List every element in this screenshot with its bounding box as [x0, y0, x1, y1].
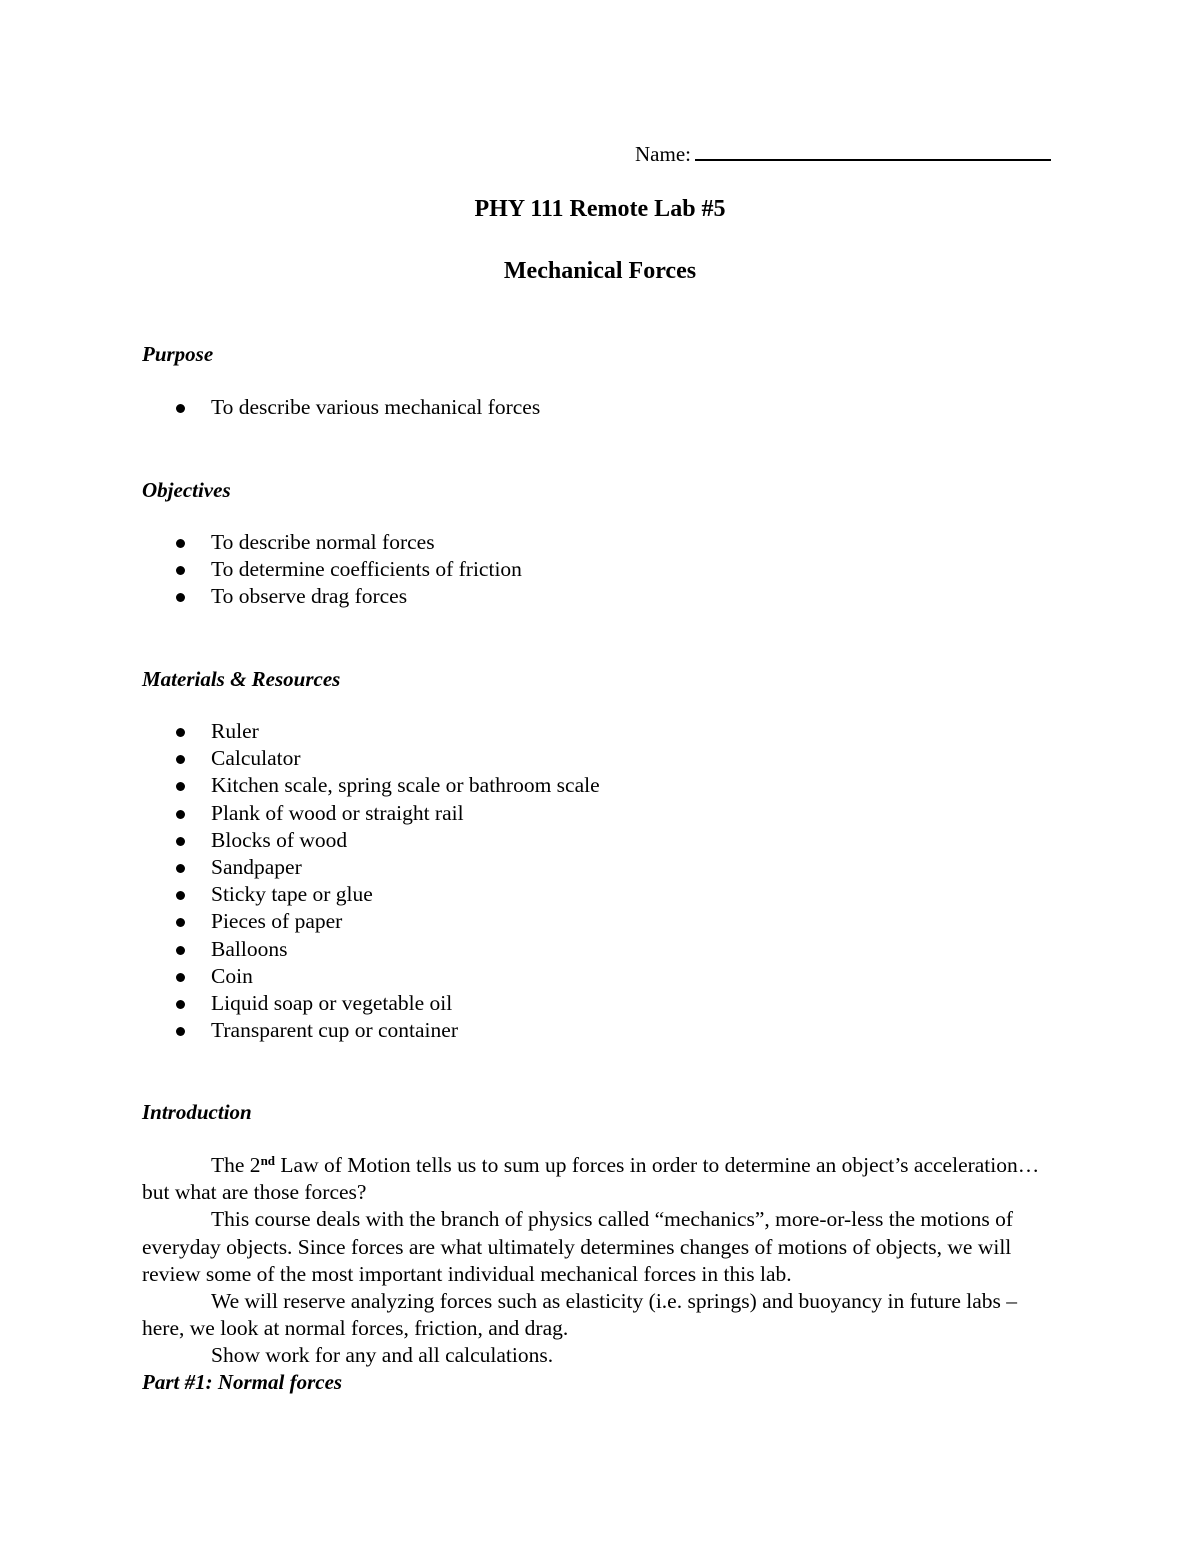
- bullet-icon: [176, 404, 185, 413]
- purpose-heading: Purpose: [142, 342, 214, 366]
- bullet-icon: [176, 918, 185, 927]
- bullet-icon: [176, 782, 185, 791]
- list-item-text: Blocks of wood: [211, 827, 348, 852]
- list-item: [142, 745, 600, 772]
- list-item: [142, 1017, 600, 1044]
- bullet-icon: [176, 973, 185, 982]
- introduction-heading: Introduction: [142, 1100, 252, 1124]
- bullet-icon: [176, 810, 185, 819]
- list-item: [142, 529, 522, 556]
- list-item: [142, 854, 600, 881]
- list-item-text: Balloons: [211, 936, 288, 961]
- list-item: [142, 990, 600, 1017]
- bullet-icon: [176, 1000, 185, 1009]
- bullet-icon: [176, 1027, 185, 1036]
- list-item: [142, 718, 600, 745]
- part1-heading: Part #1: Normal forces: [142, 1370, 343, 1394]
- list-item-text: Coin: [211, 963, 253, 988]
- list-item: [142, 394, 540, 421]
- list-item: [142, 800, 600, 827]
- intro-text: The 2: [211, 1153, 261, 1177]
- list-item-text: To observe drag forces: [211, 584, 408, 609]
- intro-paragraph: We will reserve analyzing forces such as elasticity (i.e. springs) and buoyancy in future labs – here, we look at normal forces, friction, and drag.: [142, 1289, 1018, 1341]
- list-item: [142, 583, 522, 610]
- objectives-heading: Objectives: [142, 478, 231, 502]
- bullet-icon: [176, 593, 185, 602]
- document-title: PHY 111 Remote Lab #5: [474, 196, 726, 222]
- name-label: Name:: [635, 142, 691, 166]
- list-item-text: Sticky tape or glue: [211, 882, 373, 907]
- materials-heading: Materials & Resources: [142, 667, 341, 691]
- list-item-text: Ruler: [211, 719, 259, 743]
- list-item-text: Liquid soap or vegetable oil: [211, 991, 453, 1016]
- list-item: [142, 908, 600, 935]
- bullet-icon: [176, 891, 185, 900]
- list-item-text: Transparent cup or container: [211, 1018, 458, 1043]
- list-item-text: To describe normal forces: [211, 530, 435, 554]
- objectives-list: [142, 529, 522, 611]
- list-item-text: Sandpaper: [211, 855, 302, 880]
- list-item-text: To determine coefficients of friction: [211, 557, 522, 582]
- materials-list: [142, 718, 600, 1044]
- list-item: [142, 963, 600, 990]
- list-item: [142, 881, 600, 908]
- intro-paragraph: [142, 1152, 1057, 1206]
- list-item-text: Calculator: [211, 746, 301, 771]
- bullet-icon: [176, 946, 185, 955]
- superscript: nd: [260, 1153, 276, 1168]
- list-item: [142, 827, 600, 854]
- list-item-text: To describe various mechanical forces: [211, 395, 541, 419]
- list-item-text: Plank of wood or straight rail: [211, 800, 464, 825]
- bullet-icon: [176, 539, 185, 548]
- bullet-icon: [176, 566, 185, 575]
- bullet-icon: [176, 755, 185, 764]
- list-item: [142, 936, 600, 963]
- purpose-list: [142, 394, 540, 421]
- bullet-icon: [176, 728, 185, 737]
- list-item: [142, 772, 600, 799]
- list-item-text: Kitchen scale, spring scale or bathroom scale: [211, 773, 600, 798]
- name-blank-line[interactable]: [695, 141, 1051, 161]
- intro-paragraph: Show work for any and all calculations.: [211, 1343, 554, 1368]
- bullet-icon: [176, 837, 185, 846]
- introduction-body: [142, 1152, 1057, 1370]
- intro-text: Law of Motion tells us to sum up forces in order to determine an object’s acceleration… but what are those forces?: [142, 1153, 1040, 1205]
- list-item-text: Pieces of paper: [211, 909, 343, 934]
- intro-paragraph: This course deals with the branch of physics called “mechanics”, more-or-less the motions of everyday objects. Since forces are what ultimately determines changes of motions of objects, we will review some of the most important individual mechanical forces in this lab.: [142, 1207, 1013, 1286]
- bullet-icon: [176, 864, 185, 873]
- name-field: [635, 140, 1051, 168]
- document-subtitle: Mechanical Forces: [503, 258, 697, 284]
- list-item: [142, 556, 522, 583]
